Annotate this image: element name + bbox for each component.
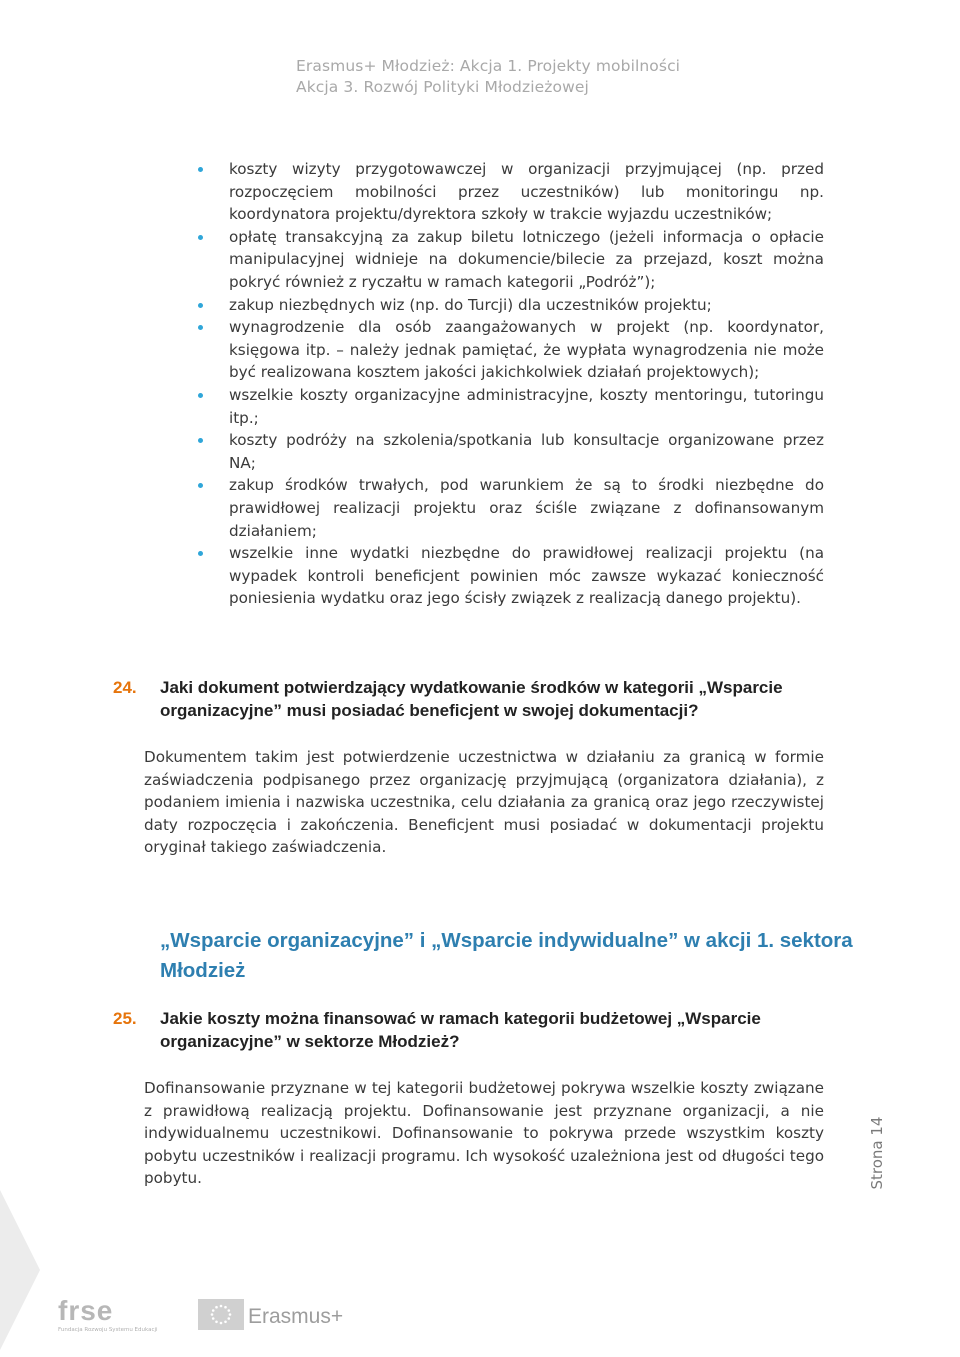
question-25	[113, 1008, 833, 1053]
question-text: Jaki dokument potwierdzający wydatkowanie środków w kategorii „Wsparcie organizacyjne” musi posiadać beneficjent w swojej dokumentacji?	[160, 678, 783, 720]
erasmus-plus-logo	[198, 1297, 358, 1331]
bullet-icon	[198, 393, 203, 398]
bullet-icon	[198, 303, 203, 308]
bullet-icon	[198, 438, 203, 443]
page-number-label: Strona 14	[868, 1116, 886, 1190]
erasmus-plus-text: Erasmus+	[248, 1305, 344, 1328]
header-line-1: Erasmus+ Młodzież: Akcja 1. Projekty mobilności	[296, 57, 681, 75]
cost-bullet-list	[198, 158, 824, 610]
question-text: Jakie koszty można finansować w ramach kategorii budżetowej „Wsparcie organizacyjne” w sektorze Młodzież?	[160, 1009, 761, 1051]
bullet-icon	[198, 235, 203, 240]
frse-logo-subtitle: Fundacja Rozwoju Systemu Edukacji	[58, 1327, 158, 1333]
bullet-icon	[198, 483, 203, 488]
running-header	[296, 56, 856, 98]
list-item: wszelkie koszty organizacyjne administracyjne, koszty mentoringu, tutoringu itp.;	[198, 384, 824, 429]
list-item: wszelkie inne wydatki niezbędne do prawidłowej realizacji projektu (na wypadek kontroli beneficjent powinien móc zawsze wykazać konieczność poniesienia wydatku oraz jego ścisły związek z realizacją danego projektu).	[198, 542, 824, 610]
section-heading: „Wsparcie organizacyjne” i „Wsparcie indywidualne” w akcji 1. sektora Młodzież	[160, 929, 853, 982]
list-item: koszty wizyty przygotowawczej w organizacji przyjmującej (np. przed rozpoczęciem mobilności przez uczestników) lub monitoringu np. koordynatora projektu/dyrektora szkoły w trakcie wyjazdu uczestników;	[198, 158, 824, 226]
list-item: opłatę transakcyjną za zakup biletu lotniczego (jeżeli informacja o opłacie manipulacyjnej widnieje na dokumencie/bilecie za przejazd, koszt można pokryć również z ryczałtu w ramach kategorii „Podróż”);	[198, 226, 824, 294]
eu-flag-icon	[198, 1299, 244, 1330]
header-line-2: Akcja 3. Rozwój Polityki Młodzieżowej	[296, 78, 589, 96]
bullet-icon	[198, 551, 203, 556]
page-number-vertical	[862, 1110, 890, 1200]
list-item: zakup niezbędnych wiz (np. do Turcji) dla uczestników projektu;	[198, 294, 824, 317]
list-item: zakup środków trwałych, pod warunkiem że są to środki niezbędne do prawidłowej realizacji projektu oraz ściśle związane z dofinansowanym działaniem;	[198, 474, 824, 542]
answer-24-paragraph: Dokumentem takim jest potwierdzenie uczestnictwa w działaniu za granicą w formie zaświadczenia podpisanego przez organizację przyjmującą (organizatora działania), z podaniem imienia i nazwiska uczestnika, celu działania za granicą oraz jego rzeczywistej daty rozpoczęcia i zakończenia. Beneficjent musi posiadać w dokumentacji projektu oryginał takiego zaświadczenia.	[144, 748, 824, 857]
eu-stars-icon	[198, 1299, 244, 1330]
answer-25-paragraph: Dofinansowanie przyznane w tej kategorii budżetowej pokrywa wszelkie koszty związane z prawidłową realizacją projektu. Dofinansowanie jest przyznane organizacji, a nie indywidualnemu uczestnikowi. Dofinansowanie to pokrywa przede wszystkim koszty pobytu uczestników i realizacji programu. Ich wysokość uzależniona jest od długości tego pobytu.	[144, 1079, 824, 1188]
question-number: 25.	[113, 1009, 137, 1028]
decorative-corner-shape	[0, 1190, 40, 1350]
list-item: wynagrodzenie dla osób zaangażowanych w projekt (np. koordynator, księgowa itp. – należy jednak pamiętać, że wypłata wynagrodzenia nie może być realizowana kosztem jakości jakichkolwiek działań projektowych);	[198, 316, 824, 384]
bullet-icon	[198, 167, 203, 172]
bullet-icon	[198, 325, 203, 330]
question-24	[113, 677, 833, 722]
frse-logo	[58, 1295, 158, 1333]
frse-logo-text: frse	[58, 1295, 114, 1326]
list-item: koszty podróży na szkolenia/spotkania lub konsultacje organizowane przez NA;	[198, 429, 824, 474]
question-number: 24.	[113, 678, 137, 697]
